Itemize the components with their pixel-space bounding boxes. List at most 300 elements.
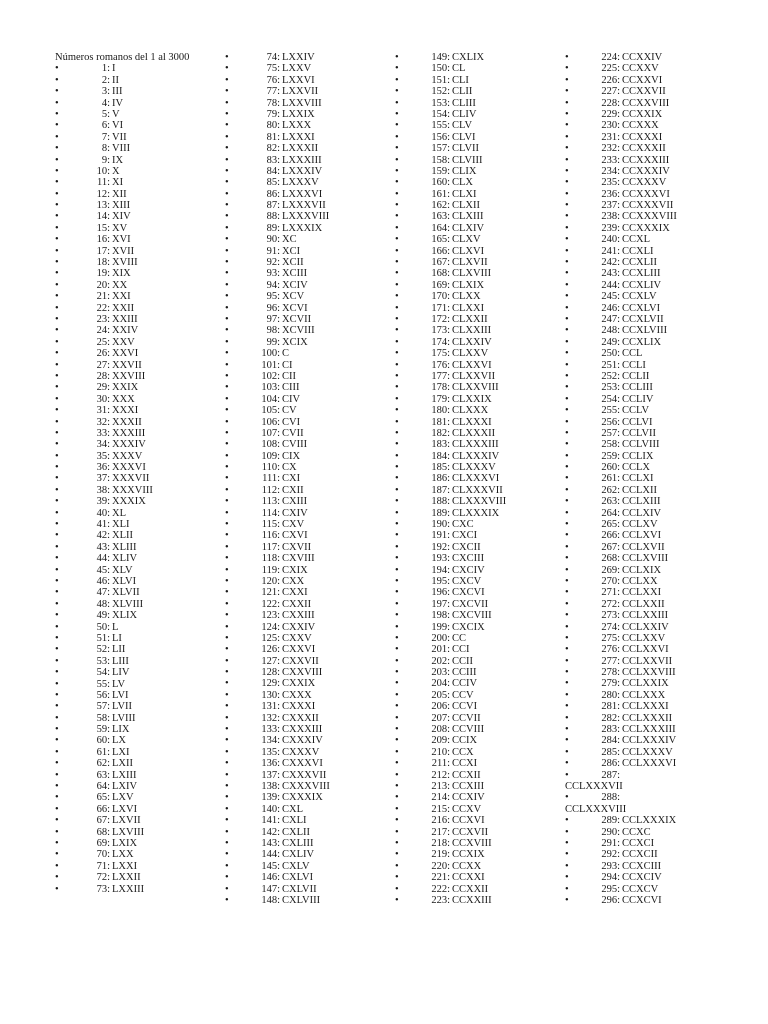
bullet-icon: • [565, 108, 569, 120]
list-item [225, 451, 395, 462]
list-item [395, 667, 565, 678]
arabic-number: 49: [96, 610, 110, 622]
bullet-icon: • [225, 644, 229, 656]
list-item [565, 587, 735, 598]
roman-numeral: CCLXXV [622, 632, 666, 644]
list-item [225, 155, 395, 166]
bullet-icon: • [395, 211, 399, 223]
roman-numeral: CCXXVI [622, 74, 663, 86]
roman-numeral: XVI [112, 234, 131, 246]
list-item [395, 371, 565, 382]
roman-numeral: CXXV [282, 632, 312, 644]
roman-numeral: CXXI [282, 587, 308, 599]
bullet-icon: • [395, 257, 399, 269]
bullet-icon: • [225, 74, 229, 86]
roman-numeral: XXXV [112, 450, 143, 462]
arabic-number: 112: [261, 484, 280, 496]
bullet-icon: • [565, 257, 569, 269]
list-item [225, 360, 395, 371]
roman-numeral: LXXIV [282, 52, 315, 63]
list-item [395, 52, 565, 63]
arabic-number: 205: [431, 689, 450, 701]
arabic-number: 124: [261, 621, 280, 633]
list-item [395, 701, 565, 712]
bullet-icon: • [55, 815, 59, 827]
bullet-icon: • [565, 826, 569, 838]
list-item [55, 211, 225, 222]
list-item [225, 325, 395, 336]
bullet-icon: • [225, 712, 229, 724]
roman-numeral: CCXX [452, 860, 482, 872]
roman-numeral: CLXXXVI [452, 473, 500, 485]
bullet-icon: • [55, 108, 59, 120]
list-column-3 [395, 52, 565, 906]
list-item [395, 587, 565, 598]
arabic-number: 148: [261, 894, 280, 906]
list-item [565, 86, 735, 97]
list-item [565, 280, 735, 291]
roman-numeral: XXXIX [112, 496, 146, 508]
arabic-number: 193: [431, 553, 450, 565]
arabic-number: 170: [431, 291, 450, 303]
arabic-number: 245: [601, 291, 620, 303]
arabic-number: 67: [96, 815, 110, 827]
list-item [225, 268, 395, 279]
bullet-icon: • [565, 701, 569, 713]
bullet-icon: • [55, 165, 59, 177]
bullet-icon: • [565, 52, 569, 63]
roman-numeral: CCXXVII [622, 86, 666, 98]
bullet-icon: • [395, 724, 399, 736]
bullet-icon: • [565, 291, 569, 303]
bullet-icon: • [395, 336, 399, 348]
bullet-icon: • [55, 610, 59, 622]
bullet-icon: • [55, 598, 59, 610]
arabic-number: 64: [96, 781, 110, 793]
arabic-number: 36: [96, 462, 110, 474]
bullet-icon: • [565, 883, 569, 895]
arabic-number: 220: [431, 860, 450, 872]
list-item [55, 360, 225, 371]
arabic-number: 179: [431, 393, 450, 405]
bullet-icon: • [55, 781, 59, 793]
list-item [55, 382, 225, 393]
arabic-number: 20: [96, 279, 110, 291]
arabic-number: 89: [266, 222, 280, 234]
numeral-list [565, 52, 735, 906]
arabic-number: 289: [601, 815, 620, 827]
bullet-icon: • [395, 325, 399, 337]
roman-numeral: CLXII [452, 200, 480, 212]
arabic-number: 141: [261, 815, 280, 827]
roman-numeral: CIII [282, 382, 300, 394]
roman-numeral: CCL [622, 348, 643, 360]
bullet-icon: • [225, 610, 229, 622]
bullet-icon: • [565, 837, 569, 849]
arabic-number: 209: [431, 735, 450, 747]
list-item [395, 884, 565, 895]
arabic-number: 233: [601, 154, 620, 166]
arabic-number: 114: [261, 507, 280, 519]
list-item [225, 644, 395, 655]
list-item [395, 325, 565, 336]
bullet-icon: • [565, 564, 569, 576]
list-item [395, 770, 565, 781]
bullet-icon: • [395, 484, 399, 496]
list-item [395, 291, 565, 302]
list-item [565, 337, 735, 348]
roman-numeral: CCXVII [452, 826, 489, 838]
arabic-number: 171: [431, 302, 450, 314]
bullet-icon: • [395, 143, 399, 155]
list-item [395, 792, 565, 803]
bullet-icon: • [225, 735, 229, 747]
list-item [55, 462, 225, 473]
list-item [395, 211, 565, 222]
arabic-number: 252: [601, 370, 620, 382]
arabic-number: 295: [601, 883, 620, 895]
list-item [565, 360, 735, 371]
list-item [565, 724, 735, 735]
bullet-icon: • [225, 598, 229, 610]
bullet-icon: • [55, 188, 59, 200]
bullet-icon: • [395, 507, 399, 519]
roman-numeral: XCVIII [282, 325, 315, 337]
list-item [55, 86, 225, 97]
list-item [565, 291, 735, 302]
list-item [565, 234, 735, 245]
arabic-number: 7: [101, 131, 110, 143]
list-item [225, 530, 395, 541]
list-item [565, 838, 735, 849]
arabic-number: 21: [96, 291, 110, 303]
roman-numeral: CCIII [452, 667, 477, 679]
arabic-number: 160: [431, 177, 450, 189]
bullet-icon: • [565, 348, 569, 360]
bullet-icon: • [395, 188, 399, 200]
roman-numeral: CCXXXIX [622, 222, 670, 234]
bullet-icon: • [395, 222, 399, 234]
list-item [55, 485, 225, 496]
arabic-number: 83: [266, 154, 280, 166]
arabic-number: 99: [266, 336, 280, 348]
arabic-number: 43: [96, 541, 110, 553]
list-item [225, 291, 395, 302]
bullet-icon: • [225, 143, 229, 155]
arabic-number: 80: [266, 120, 280, 132]
arabic-number: 244: [601, 279, 620, 291]
bullet-icon: • [55, 393, 59, 405]
list-item [225, 553, 395, 564]
list-item [55, 132, 225, 143]
list-item [225, 257, 395, 268]
list-item [55, 473, 225, 484]
bullet-icon: • [55, 257, 59, 269]
roman-numeral: CCLXVIII [622, 553, 669, 565]
bullet-icon: • [225, 724, 229, 736]
roman-numeral: CLXV [452, 234, 481, 246]
arabic-number: 197: [431, 598, 450, 610]
list-item [225, 428, 395, 439]
bullet-icon: • [395, 632, 399, 644]
bullet-icon: • [55, 758, 59, 770]
bullet-icon: • [395, 473, 399, 485]
list-item [55, 701, 225, 712]
arabic-number: 248: [601, 325, 620, 337]
roman-numeral: CCLVII [622, 427, 657, 439]
roman-numeral: CLXXXIII [452, 439, 499, 451]
arabic-number: 24: [96, 325, 110, 337]
arabic-number: 127: [261, 655, 280, 667]
bullet-icon: • [225, 97, 229, 109]
list-item [55, 530, 225, 541]
arabic-number: 116: [261, 530, 280, 542]
arabic-number: 87: [266, 200, 280, 212]
arabic-number: 28: [96, 370, 110, 382]
arabic-number: 215: [431, 803, 450, 815]
bullet-icon: • [55, 211, 59, 223]
list-item [55, 815, 225, 826]
roman-numeral: CCLXXIX [622, 678, 669, 690]
list-item [565, 895, 735, 906]
list-item [225, 234, 395, 245]
roman-numeral: CVII [282, 427, 304, 439]
roman-numeral: X [112, 165, 120, 177]
roman-numeral: CLXXIII [452, 325, 492, 337]
list-item [55, 838, 225, 849]
list-item [395, 234, 565, 245]
bullet-icon: • [395, 165, 399, 177]
bullet-icon: • [225, 370, 229, 382]
arabic-number: 210: [431, 746, 450, 758]
list-item [395, 713, 565, 724]
roman-numeral: CCLXXX [622, 689, 666, 701]
roman-numeral: VI [112, 120, 124, 132]
arabic-number: 82: [266, 143, 280, 155]
roman-numeral: CIV [282, 393, 301, 405]
arabic-number: 250: [601, 348, 620, 360]
roman-numeral: CLXXII [452, 313, 488, 325]
arabic-number: 247: [601, 313, 620, 325]
list-item [565, 63, 735, 74]
arabic-number: 74: [266, 52, 280, 63]
arabic-number: 140: [261, 803, 280, 815]
bullet-icon: • [55, 131, 59, 143]
list-item [395, 155, 565, 166]
roman-numeral: XLVII [112, 587, 140, 599]
list-item [225, 633, 395, 644]
bullet-icon: • [565, 462, 569, 474]
bullet-icon: • [395, 621, 399, 633]
list-item [55, 143, 225, 154]
roman-numeral: CCLXXXII [622, 712, 673, 724]
list-item [55, 770, 225, 781]
roman-numeral: LXXIII [112, 883, 145, 895]
roman-numeral: CCXXII [452, 883, 489, 895]
roman-numeral: CCLXXIV [622, 621, 669, 633]
roman-numeral: CLVIII [452, 154, 483, 166]
arabic-number: 176: [431, 359, 450, 371]
bullet-icon: • [395, 781, 399, 792]
arabic-number: 155: [431, 120, 450, 132]
roman-numeral: LV [112, 678, 126, 690]
roman-numeral: LXXVI [282, 74, 315, 86]
bullet-icon: • [225, 177, 229, 189]
roman-numeral: LXXXVII [282, 200, 326, 212]
arabic-number: 235: [601, 177, 620, 189]
roman-numeral: CXXVI [282, 644, 316, 656]
roman-numeral: CCLVIII [622, 439, 660, 451]
list-item [395, 485, 565, 496]
bullet-icon: • [395, 74, 399, 86]
list-item [55, 747, 225, 758]
bullet-icon: • [565, 382, 569, 394]
roman-numeral: XXI [112, 291, 131, 303]
roman-numeral: CXIII [282, 496, 308, 508]
list-item [55, 656, 225, 667]
bullet-icon: • [565, 849, 569, 861]
bullet-icon: • [225, 792, 229, 804]
arabic-number: 292: [601, 849, 620, 861]
list-item [565, 417, 735, 428]
list-item [225, 678, 395, 689]
arabic-number: 33: [96, 427, 110, 439]
list-item [395, 417, 565, 428]
roman-numeral: XLIII [112, 541, 137, 553]
bullet-icon: • [55, 530, 59, 542]
bullet-icon: • [225, 86, 229, 98]
roman-numeral: CLXVIII [452, 268, 492, 280]
bullet-icon: • [565, 496, 569, 508]
list-item [565, 98, 735, 109]
bullet-icon: • [395, 598, 399, 610]
list-item [395, 622, 565, 633]
roman-numeral: XC [282, 234, 297, 246]
list-item [225, 861, 395, 872]
bullet-icon: • [395, 769, 399, 781]
roman-numeral: VII [112, 131, 127, 143]
arabic-number: 268: [601, 553, 620, 565]
arabic-number: 261: [601, 473, 620, 485]
arabic-number: 15: [96, 222, 110, 234]
arabic-number: 185: [431, 462, 450, 474]
arabic-number: 157: [431, 143, 450, 155]
arabic-number: 123: [261, 610, 280, 622]
roman-numeral: CXCII [452, 541, 481, 553]
list-item [225, 166, 395, 177]
roman-numeral: LXX [112, 849, 134, 861]
arabic-number: 225: [601, 63, 620, 75]
arabic-number: 6: [101, 120, 110, 132]
bullet-icon: • [55, 712, 59, 724]
roman-numeral: CCLXXVIII [622, 667, 676, 679]
list-item [55, 519, 225, 530]
roman-numeral: CCLXXXI [622, 701, 669, 713]
arabic-number: 57: [96, 701, 110, 713]
arabic-number: 211: [431, 758, 450, 770]
arabic-number: 96: [266, 302, 280, 314]
bullet-icon: • [55, 336, 59, 348]
roman-numeral: CCLIX [622, 450, 654, 462]
roman-numeral: CCXCIV [622, 872, 662, 884]
bullet-icon: • [565, 872, 569, 884]
roman-numeral: CCXCI [622, 837, 655, 849]
roman-numeral: LXVI [112, 803, 138, 815]
arabic-number: 263: [601, 496, 620, 508]
list-item [55, 872, 225, 883]
arabic-number: 243: [601, 268, 620, 280]
bullet-icon: • [565, 222, 569, 234]
roman-numeral: CXLVI [282, 872, 314, 884]
arabic-number: 65: [96, 792, 110, 804]
list-item [225, 724, 395, 735]
list-item [395, 656, 565, 667]
arabic-number: 45: [96, 564, 110, 576]
roman-numeral: CLXVII [452, 257, 488, 269]
bullet-icon: • [395, 667, 399, 679]
arabic-number: 274: [601, 621, 620, 633]
roman-numeral: CXV [282, 519, 305, 531]
roman-numeral: CCXLVIII [622, 325, 668, 337]
list-item [395, 303, 565, 314]
list-item [395, 337, 565, 348]
bullet-icon: • [225, 279, 229, 291]
arabic-number: 204: [431, 678, 450, 690]
roman-numeral: CVIII [282, 439, 308, 451]
list-item [565, 599, 735, 610]
bullet-icon: • [565, 211, 569, 223]
bullet-icon: • [55, 826, 59, 838]
list-item [55, 234, 225, 245]
roman-numeral: CCIV [452, 678, 478, 690]
arabic-number: 280: [601, 689, 620, 701]
bullet-icon: • [55, 359, 59, 371]
roman-numeral: LXXVII [282, 86, 319, 98]
roman-numeral: LXIII [112, 769, 137, 781]
list-item [55, 268, 225, 279]
bullet-icon: • [225, 826, 229, 838]
arabic-number: 14: [96, 211, 110, 223]
arabic-number: 228: [601, 97, 620, 109]
arabic-number: 135: [261, 746, 280, 758]
arabic-number: 290: [601, 826, 620, 838]
list-item [225, 348, 395, 359]
arabic-number: 285: [601, 746, 620, 758]
arabic-number: 51: [96, 632, 110, 644]
list-item [55, 781, 225, 792]
arabic-number: 254: [601, 393, 620, 405]
arabic-number: 102: [261, 370, 280, 382]
arabic-number: 219: [431, 849, 450, 861]
arabic-number: 131: [261, 701, 280, 713]
bullet-icon: • [395, 575, 399, 587]
arabic-number: 271: [601, 587, 620, 599]
roman-numeral: XXV [112, 336, 135, 348]
arabic-number: 195: [431, 575, 450, 587]
arabic-number: 223: [431, 894, 450, 906]
bullet-icon: • [565, 86, 569, 98]
roman-numeral: LVII [112, 701, 133, 713]
arabic-number: 178: [431, 382, 450, 394]
list-item [565, 325, 735, 336]
list-item [225, 86, 395, 97]
list-item [395, 815, 565, 826]
roman-numeral: CLXIII [452, 211, 484, 223]
arabic-number: 164: [431, 222, 450, 234]
bullet-icon: • [225, 860, 229, 872]
bullet-icon: • [225, 758, 229, 770]
bullet-icon: • [395, 541, 399, 553]
